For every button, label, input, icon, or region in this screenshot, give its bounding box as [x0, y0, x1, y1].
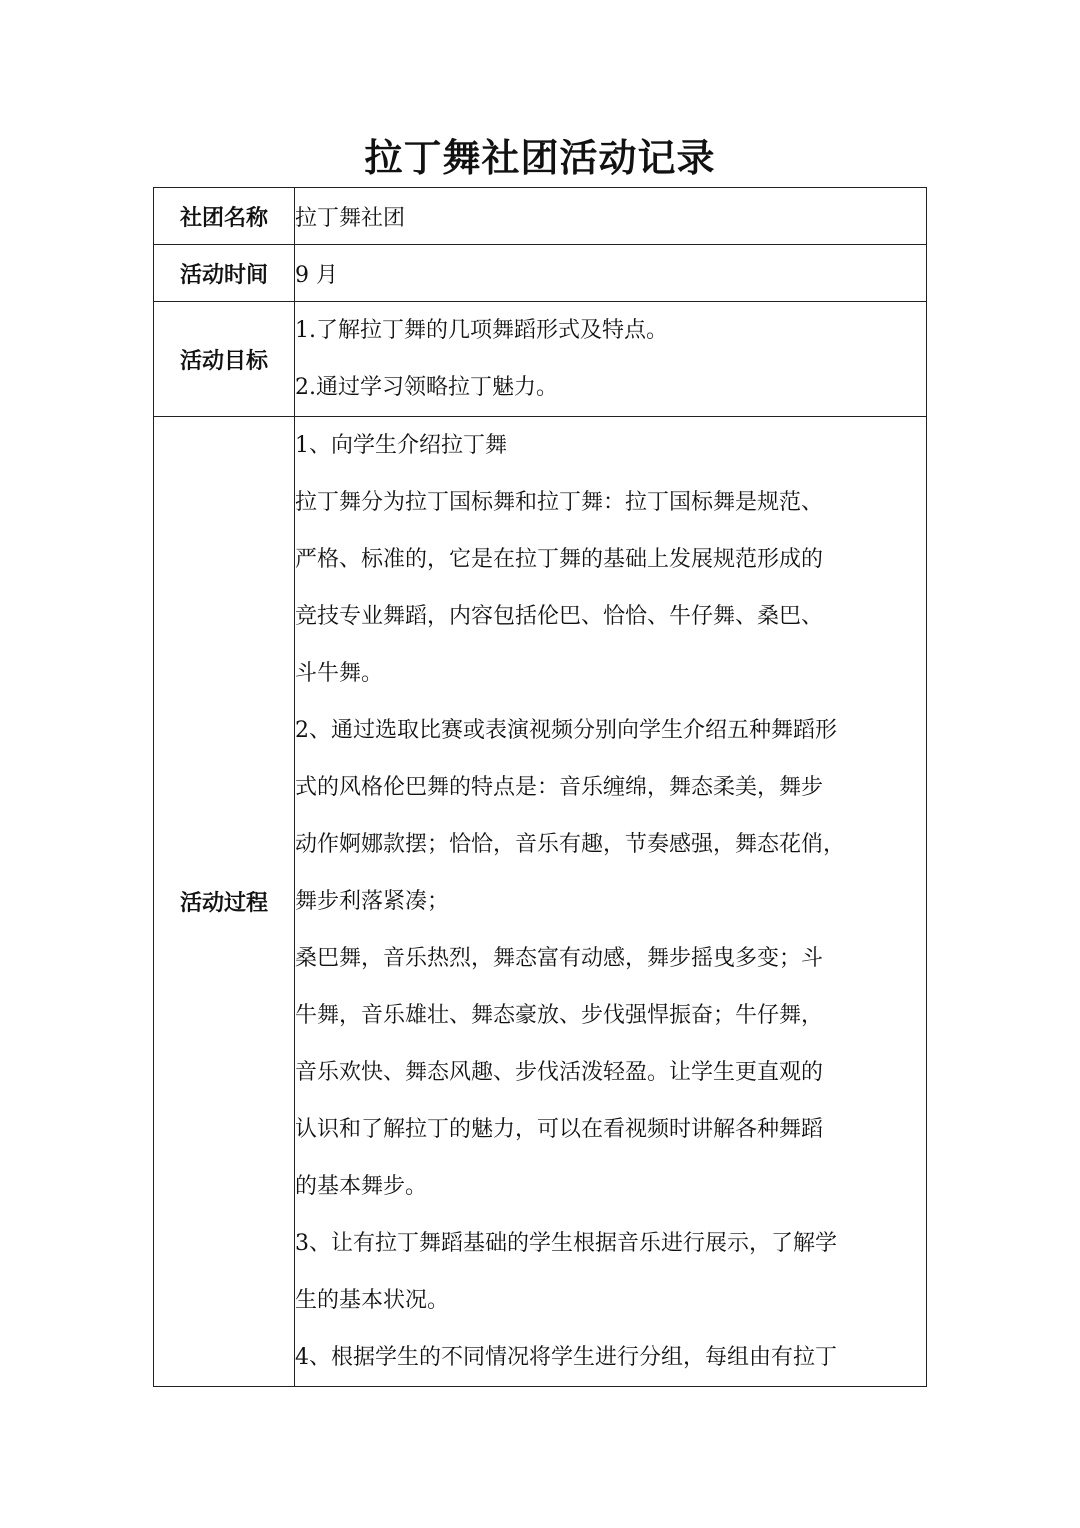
process-line: 舞步利落紧凑；	[295, 889, 450, 914]
process-line: 认识和了解拉丁的魅力，可以在看视频时讲解各种舞蹈	[295, 1117, 824, 1142]
process-line: 生的基本状况。	[295, 1288, 450, 1313]
process-line: 桑巴舞，音乐热烈，舞态富有动感，舞步摇曳多变；斗	[295, 946, 824, 971]
table-row-activity-process	[154, 417, 927, 1387]
activity-process-value	[295, 417, 927, 1387]
process-line: 牛舞，音乐雄壮、舞态豪放、步伐强悍振奋；牛仔舞，	[295, 1003, 824, 1028]
table-row-activity-goal	[154, 302, 927, 417]
process-line: 式的风格伦巴舞的特点是：音乐缠绵，舞态柔美，舞步	[295, 775, 824, 800]
process-line: 音乐欢快、舞态风趣、步伐活泼轻盈。让学生更直观的	[295, 1060, 824, 1085]
process-line: 的基本舞步。	[295, 1174, 428, 1199]
activity-goal-value	[295, 302, 927, 417]
process-line: 斗牛舞。	[295, 661, 384, 686]
process-line: 竞技专业舞蹈，内容包括伦巴、恰恰、牛仔舞、桑巴、	[295, 604, 824, 629]
table-row-activity-time	[154, 245, 927, 302]
club-name-label: 社团名称	[154, 188, 295, 245]
activity-time-label: 活动时间	[154, 245, 295, 302]
process-line: 严格、标准的，它是在拉丁舞的基础上发展规范形成的	[295, 547, 824, 572]
table-row-club-name	[154, 188, 927, 245]
page-title: 拉丁舞社团活动记录	[364, 136, 716, 180]
club-name-value: 拉丁舞社团	[295, 188, 927, 245]
activity-process-label: 活动过程	[154, 417, 295, 1387]
process-line: 4、根据学生的不同情况将学生进行分组，每组由有拉丁	[295, 1345, 837, 1370]
goal-line: 1.了解拉丁舞的几项舞蹈形式及特点。	[295, 318, 668, 343]
goal-line: 2.通过学习领略拉丁魅力。	[295, 375, 558, 400]
process-line: 2、通过选取比赛或表演视频分别向学生介绍五种舞蹈形	[295, 718, 837, 743]
process-line: 拉丁舞分为拉丁国标舞和拉丁舞：拉丁国标舞是规范、	[295, 490, 824, 515]
process-line: 3、让有拉丁舞蹈基础的学生根据音乐进行展示，了解学	[295, 1231, 837, 1256]
activity-time-value: 9 月	[295, 245, 927, 302]
process-line: 1、向学生介绍拉丁舞	[295, 433, 507, 458]
activity-record-table	[153, 187, 927, 1387]
activity-goal-label: 活动目标	[154, 302, 295, 417]
process-line: 动作婀娜款摆；恰恰，音乐有趣，节奏感强，舞态花俏，	[295, 832, 846, 857]
